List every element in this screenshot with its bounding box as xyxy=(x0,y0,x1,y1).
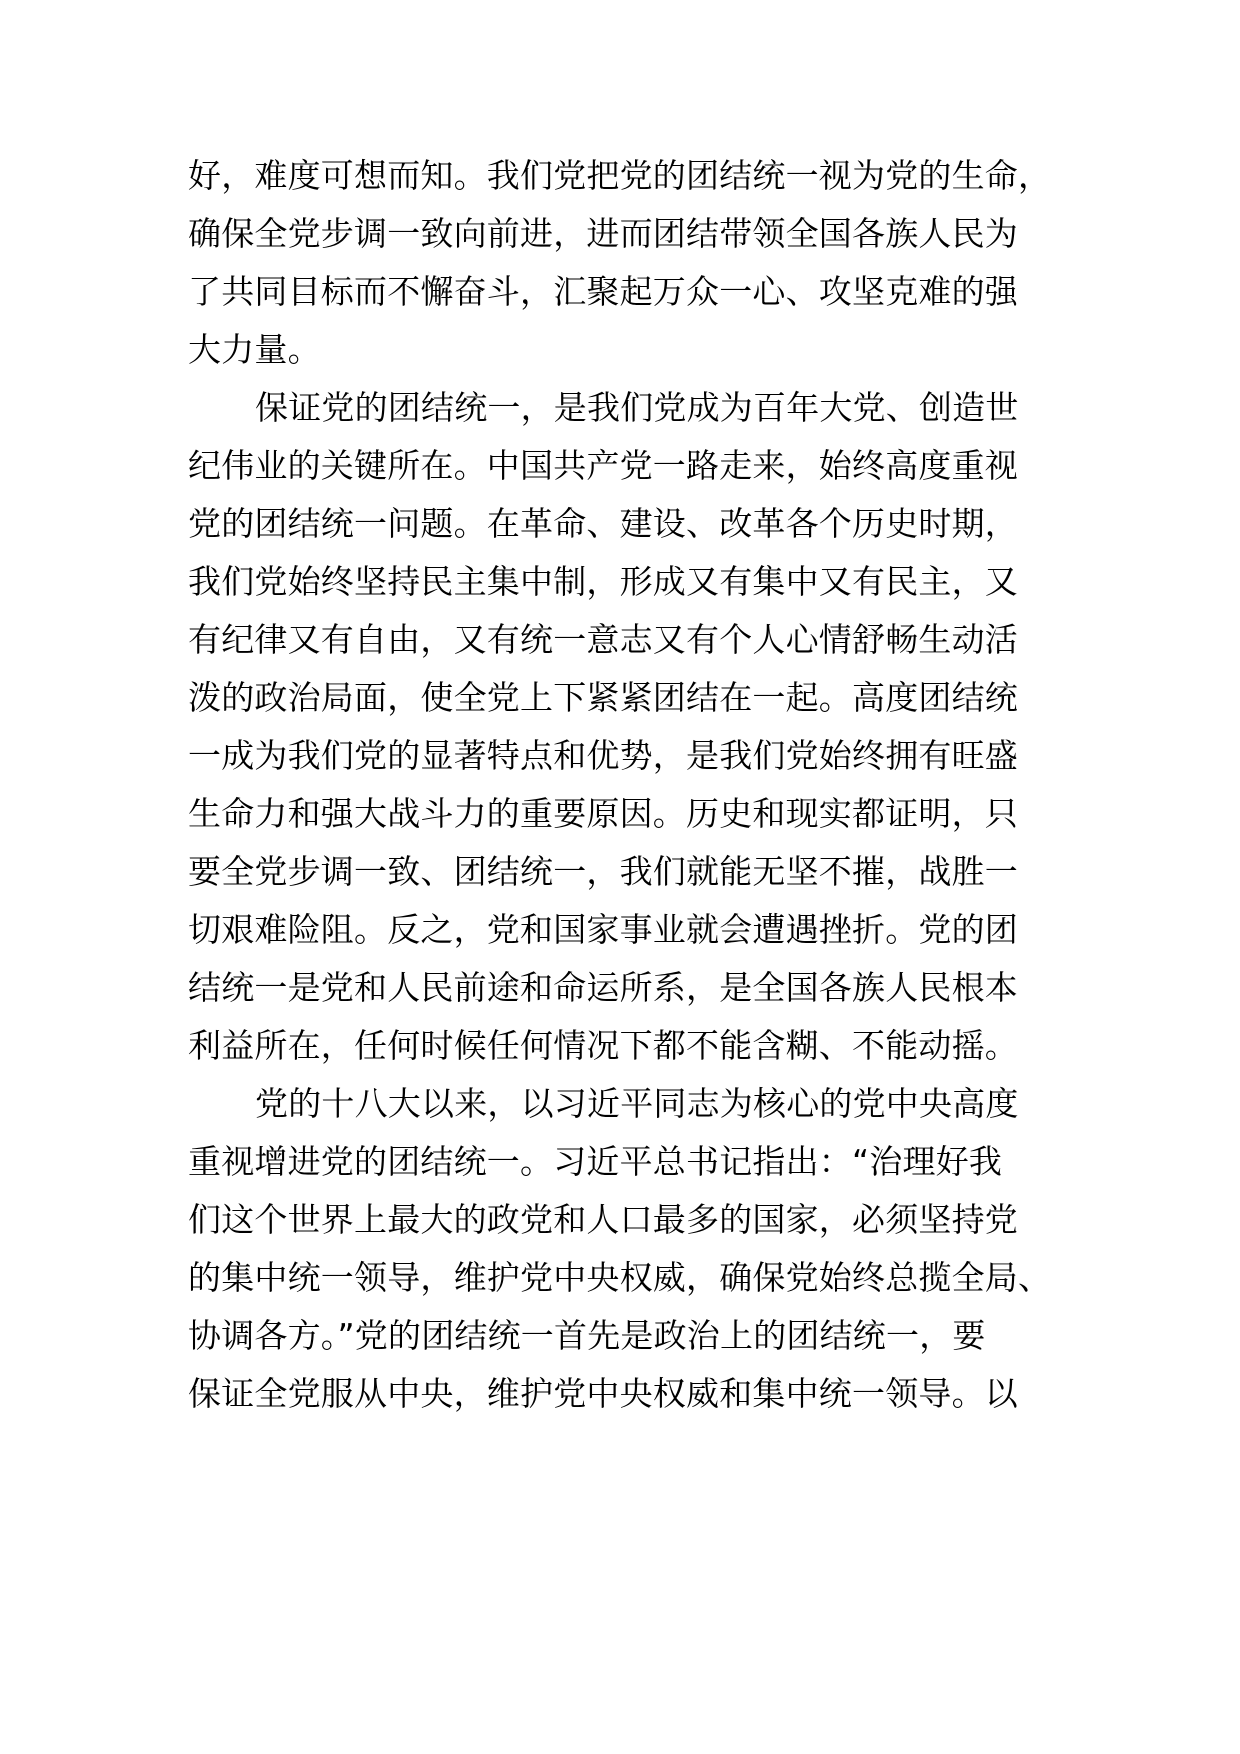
text-line: 利益所在，任何时候任何情况下都不能含糊、不能动摇。 xyxy=(188,1026,1018,1065)
text-line: 重视增进党的团结统一。习近平总书记指出：“治理好我 xyxy=(188,1142,1003,1181)
text-line: 了共同目标而不懈奋斗，汇聚起万众一心、攻坚克难的强 xyxy=(188,272,1018,311)
text-line: 要全党步调一致、团结统一，我们就能无坚不摧，战胜一 xyxy=(188,852,1018,891)
text-line: 我们党始终坚持民主集中制，形成又有集中又有民主，又 xyxy=(188,562,1018,601)
text-line: 好，难度可想而知。我们党把党的团结统一视为党的生命， xyxy=(188,156,1052,195)
paragraph-first-line: 党的十八大以来，以习近平同志为核心的党中央高度 xyxy=(255,1084,1019,1123)
text-line: 切艰难险阻。反之，党和国家事业就会遭遇挫折。党的团 xyxy=(188,910,1018,949)
text-line: 们这个世界上最大的政党和人口最多的国家，必须坚持党 xyxy=(188,1200,1018,1239)
text-line: 纪伟业的关键所在。中国共产党一路走来，始终高度重视 xyxy=(188,446,1018,485)
text-line: 确保全党步调一致向前进，进而团结带领全国各族人民为 xyxy=(188,214,1018,253)
paragraph-first-line: 保证党的团结统一，是我们党成为百年大党、创造世 xyxy=(255,388,1019,427)
text-line: 的集中统一领导，维护党中央权威，确保党始终总揽全局、 xyxy=(188,1258,1052,1297)
text-line: 一成为我们党的显著特点和优势，是我们党始终拥有旺盛 xyxy=(188,736,1018,775)
text-line: 结统一是党和人民前途和命运所系，是全国各族人民根本 xyxy=(188,968,1018,1007)
text-line: 协调各方。”党的团结统一首先是政治上的团结统一，要 xyxy=(188,1316,986,1355)
text-line: 有纪律又有自由，又有统一意志又有个人心情舒畅生动活 xyxy=(188,620,1018,659)
text-line: 泼的政治局面，使全党上下紧紧团结在一起。高度团结统 xyxy=(188,678,1018,717)
text-line: 生命力和强大战斗力的重要原因。历史和现实都证明，只 xyxy=(188,794,1018,833)
text-line: 大力量。 xyxy=(188,330,321,369)
text-line: 保证全党服从中央，维护党中央权威和集中统一领导。以 xyxy=(188,1374,1018,1413)
text-line: 党的团结统一问题。在革命、建设、改革各个历史时期， xyxy=(188,504,1018,543)
